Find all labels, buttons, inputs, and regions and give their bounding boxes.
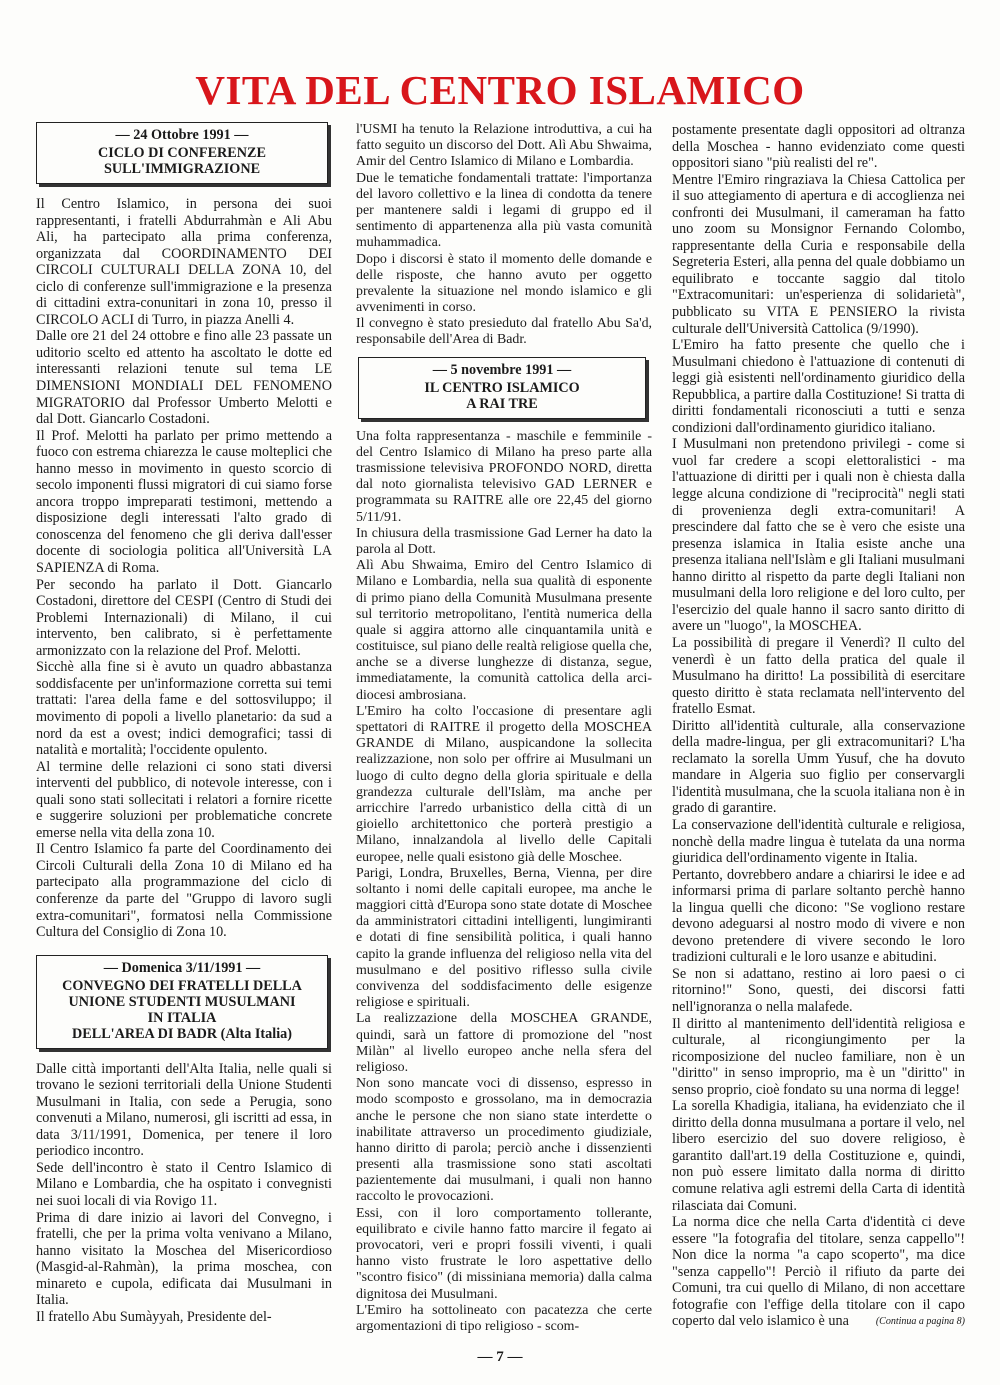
article-header-conferenze [36, 122, 328, 184]
paragraph: Due le tematiche fondamentali trattate: l'importanza del lavoro collettivo e la linea di condotta da tenere per mantenere saldi i legami di gruppo ed il sentimento di appartenenza alla più vasta comunità muhammadica. [356, 170, 652, 251]
paragraph: l'USMI ha tenuto la Relazione introduttiva, a cui ha fatto seguito un discorso del Dott. Alì Abu Shwaima, Amir del Centro Islamico di Milano e Lombardia. [356, 122, 652, 170]
article-date: — 24 Ottobre 1991 — [115, 127, 249, 143]
paragraph: La sorella Khadigia, italiana, ha evidenziato che il diritto della donna musulmana a portare il velo, nel libero esercizio del suo dovere religioso, è garantito dall'art.19 della Costituzione e, quindi, non può essere limitato dalla norma di diritto comune relativa agli estremi della Carta di identità rilasciata dai Comuni. [672, 1098, 965, 1214]
paragraph: I Musulmani non pretendono privilegi - come si vuol far credere a scopi elettoralistici - ma l'attuazione di diritti per i quali non è chiesta dalla legge alcuna condizione di "reciprocità" negli stati di provenienza degli extra-comunitari! A prescindere dal fatto che se è vero che esiste una presenza islamica in Italia esiste anche una presenza italiana nell'Islàm e gli Italiani musulmani hanno diritto al rispetto da parte degli Italiani non musulmani della loro religione e del loro culto, per l'esercizio del quale hanno il sacro santo diritto di avere un "luogo", la MOSCHEA. [672, 436, 965, 635]
paragraph: Il Prof. Melotti ha parlato per primo mettendo a fuoco con estrema chiarezza le cause molteplici che hanno messo in movimento in questo scorcio di secolo imponenti flussi migratori di cui siamo forse ancora troppo impreparati testimoni, mettendo a disposizione degli interessati l'alto grado di conoscenza del fenomeno che gli deriva dall'esser docente di sociologia politica all'Università LA SAPIENZA di Roma. [36, 427, 332, 577]
paragraph: Il diritto al mantenimento dell'identità religiosa e culturale, al ricongiungimento per la ricomposizione del nucleo familiare, non è un "diritto" in senso improprio, ma è un "diritto" in senso proprio, cioè fondato su una norma di legge! [672, 1015, 965, 1098]
paragraph: In chiusura della trasmissione Gad Lerner ha dato la parola al Dott. [356, 525, 652, 557]
article-heading-line: IL CENTRO ISLAMICO [424, 379, 580, 396]
continued-note: (Continua a pagina 8) [875, 1315, 965, 1327]
paragraph: La conservazione dell'identità culturale e religiosa, nonchè della madre lingua è tutelata da una norma giuridica dell'ordinamento vigente in Italia. [672, 816, 965, 867]
paragraph: Non sono mancate voci di dissenso, espresso in modo scomposto e grossolano, ma in democrazia anche le persone che non siano state interdette o inabilitate attraverso un procedimento giudiziale, hanno diritto di parola; perciò anche i dissenzienti presenti alla trasmissione sono stati ascoltati pazientemente dai musulmani, i quali non hanno raccolto le provocazioni. [356, 1076, 652, 1205]
article-header-rai-tre [358, 357, 646, 419]
paragraph: Dalle ore 21 del 24 ottobre e fino alle 23 passate un uditorio scelto ed attento ha ascoltato le dotte ed interessanti relazioni tenute sul tema LE DIMENSIONI MONDIALI DEL FENOMENO MIGRATORIO dal Professor Umberto Melotti e dal Dott. Giancarlo Costadoni. [36, 328, 332, 428]
paragraph: Per secondo ha parlato il Dott. Giancarlo Costadoni, direttore del CESPI (Centro di Studi dei Problemi Internazionali) di Milano, il cui intervento, ben calibrato, si è perfettamente armonizzato con la relazione del Prof. Melotti. [36, 576, 332, 659]
paragraph: La realizzazione della MOSCHEA GRANDE, quindi, sarà un fattore di promozione del "nost Milàn" al livello europeo anche nella sfera del religioso. [356, 1011, 652, 1075]
paragraph: Il Centro Islamico fa parte del Coordinamento dei Circoli Culturali della Zona 10 di Milano ed ha partecipato alla programmazione del ciclo di conferenze da parte del "Gruppo di lavoro sugli extra-comunitari", formatosi nella Commissione Cultura del Consiglio di Zona 10. [36, 841, 332, 941]
article-heading-line: UNIONE STUDENTI MUSULMANI [68, 993, 296, 1010]
paragraph: Alì Abu Shwaima, Emiro del Centro Islamico di Milano e Lombardia, nella sua qualità di esponente di primo piano della Comunità Musulmana presente sul territorio metropolitano, l'entità numerica della quale si aggira attorno alle cinquantamila unità e costituisce, sul piano delle realtà religiose quella che, anche se a diverse lunghezze di distanza, segue, immediatamente, la comunità cattolica della arci-diocesi ambrosiana. [356, 558, 652, 703]
article-heading-line: A RAI TRE [466, 395, 538, 412]
paragraph: Il fratello Abu Sumàyyah, Presidente del- [36, 1308, 272, 1325]
column-1 [36, 122, 332, 1325]
article-heading-line: SULL'IMMIGRAZIONE [103, 161, 261, 177]
paragraph: Dalle città importanti dell'Alta Italia, nelle quali si trovano le sezioni territoriali della Unione Studenti Musulmani in Italia, con sede a Perugia, sono convenuti a Milano, numerosi, gli iscritti ad essa, in data 3/11/1991, Domenica, per tenere il loro periodico incontro. [36, 1060, 332, 1160]
paragraph: Il convegno è stato presieduto dal fratello Abu Sa'd, responsabile dell'Area di Badr. [356, 316, 652, 348]
paragraph: Se non si adattano, restino ai loro paesi o ci ritornino!" Sono, questi, dei discorsi fatti nell'ignoranza o nella malafede. [672, 965, 965, 1015]
article-header-convegno [36, 955, 328, 1049]
paragraph: L'Emiro ha colto l'occasione di presentare agli spettatori di RAITRE il progetto della MOSCHEA GRANDE di Milano, auspicandone la sollecita realizzazione, non solo per offrire ai Musulmani un luogo di culto degno della gloria spirituale e della grandezza culturale dell'Islàm, ma anche per arricchire l'arredo urbanistico della città di un gioiello architettonico che porterà prestigio a Milano, innalzandola al livello delle Capitali europee, nelle quali esistono già delle Moschee. [356, 703, 652, 865]
paragraph: La possibilità di pregare il Venerdì? Il culto del venerdì è un fatto della pratica del quale il Musulmano ha diritto! La possibilità di esercitare questo diritto è stata reclamata nell'intervento del fratello Esmat. [672, 634, 965, 718]
paragraph: L'Emiro ha fatto presente che quello che i Musulmani chiedono è l'attuazione di contenuti di leggi già esistenti nell'ordinamento giuridico della Repubblica, a partire dalla Costituzione! Si tratta di diritti fondamentali riconosciuti a tutti e senza condizioni dall'ordinamento giuridico italiano. [672, 337, 965, 436]
column-3 [672, 122, 965, 1330]
paragraph: Mentre l'Emiro ringraziava la Chiesa Cattolica per il suo attegiamento di apertura e di accoglienza nei confronti dei Musulmani, il cameraman ha fatto uno zoom su Monsignor Fernando Colombo, rappresentante della Curia e responsabile della Segreteria Esteri, alla penna del quale dobbiamo un equilibrato e toccante saggio dal titolo "Extracomunitari: un'esperienza di solidarietà", pubblicato su VITA E PENSIERO la rivista culturale dell'Università Cattolica (9/1990). [672, 171, 965, 337]
paragraph: Al termine delle relazioni ci sono stati diversi interventi del pubblico, di notevole interesse, con i quali sono stati sollecitati i relatori a fornire ricette e suggerire soluzioni per problematiche concrete emerse nella vita della zona 10. [36, 758, 332, 841]
article-date: — 5 novembre 1991 — [432, 361, 572, 378]
paragraph: Sicchè alla fine si è avuto un quadro abbastanza soddisfacente per un'informazione corretta sui temi trattati: l'area della fame e del sottosviluppo; il movimento di popoli a livello planetario: da sud a nord da est a ovest; indici demografici; tassi di natalità e mortalità; l'occidente opulento. [36, 659, 332, 759]
paragraph: Sede dell'incontro è stato il Centro Islamico di Milano e Lombardia, che ha ospitato i convegnisti nei suoi locali di via Rovigo 11. [36, 1159, 332, 1209]
page-title: VITA DEL CENTRO ISLAMICO [195, 67, 805, 113]
paragraph: postamente presentate dagli oppositori ad oltranza della Moschea - hanno evidenziato come questi oppositori siano "più realisti del re". [672, 122, 965, 172]
paragraph: Pertanto, dovrebbero andare a chiarirsi le idee e ad informarsi prima di parlare soltanto perchè hanno la lingua quelli che dicono: "Se vogliono restare devono adeguarsi al nostro modo di vivere e non devono pretendere di vivere secondo le loro tradizioni culturali e le loro usanze e abitudini. [672, 866, 965, 966]
article-date: — Domenica 3/11/1991 — [103, 959, 261, 976]
page-number: — 7 — [477, 1349, 523, 1365]
paragraph: Una folta rappresentanza - maschile e femminile - del Centro Islamico di Milano ha preso parte alla trasmissione televisiva PROFONDO NORD, diretta dal noto giornalista televisivo GAD LERNER e programmata su RAITRE alle ore 22,45 del giorno 5/11/91. [356, 428, 652, 525]
paragraph: Prima di dare inizio ai lavori del Convegno, i fratelli, che per la prima volta venivano a Milano, hanno visitato la Moschea del Misericordioso (Masgid-al-Rahmàn), la prima moschea, con minareto e cupola, edificata dai Musulmani in Italia. [36, 1209, 332, 1309]
article-heading-line: CICLO DI CONFERENZE [98, 145, 266, 161]
paragraph: Dopo i discorsi è stato il momento delle domande e delle risposte, che hanno avuto per oggetto prevalente la situazione nel mondo islamico e gli avvenimenti in corso. [356, 251, 652, 316]
paragraph: Il Centro Islamico, in persona dei suoi rappresentanti, i fratelli Abdurrahmàn e Ali Abu Ali, ha partecipato alla prima conferenza, organizzata dal COORDINAMENTO DEI CIRCOLI CULTURALI DELLA ZONA 10, del ciclo di conferenze sull'immigrazione e la presenza di cittadini extra-conunitari in zona 10, presso il CIRCOLO ACLI di Turro, in piazza Anelli 4. [36, 196, 332, 328]
article-heading-line: CONVEGNO DEI FRATELLI DELLA [62, 977, 302, 994]
column-2 [356, 122, 652, 1335]
article-heading-line: DELL'AREA DI BADR (Alta Italia) [72, 1025, 292, 1042]
paragraph: Essi, con il loro comportamento tollerante, equilibrato e civile hanno fatto marcire il fegato ai provocatori, veri e propri fossili viventi, i quali hanno visto frustrate le loro aspettative dello "scontro fisico" (di missiniana memoria) dalla calma dignitosa dei Musulmani. [356, 1205, 652, 1302]
article-heading-line: IN ITALIA [147, 1009, 217, 1026]
paragraph: La norma dice che nella Carta d'identità ci deve essere "la fotografia del titolare, senza cappello"! Non dice la norma "a capo scoperto", ma dice "senza cappello"! Perciò il rifiuto da parte dei Comuni, tra cui quello di Milano, di non accettare fotografie con l'effige della titolare con il capo coperto dal velo islamico è una [672, 1214, 965, 1330]
paragraph: L'Emiro ha sottolineato con pacatezza che certe argomentazioni di tipo religioso - scom- [356, 1302, 652, 1334]
paragraph: Diritto all'identità culturale, alla conservazione della madre-lingua, per gli extracomunitari? L'ha reclamato la sorella Umm Yusuf, che ha dovuto mandare in Algeria suo figlio per conservargli l'identità musulmana, che la scuola italiana non è in grado di garantire. [672, 717, 965, 817]
paragraph: Parigi, Londra, Bruxelles, Berna, Vienna, per dire soltanto i nomi delle capitali europee, ma anche le maggiori città d'Europa sono state dotate di Moschee da amministratori cittadini intelligenti, lungimiranti e dotati di fine sensibilità politica, i quali hanno capito la grande influenza del religioso nella vita del musulmano e del positivo riflesso sulla civile convivenza del soddisfacimento delle esigenze religiose e spirituali. [356, 865, 652, 1011]
